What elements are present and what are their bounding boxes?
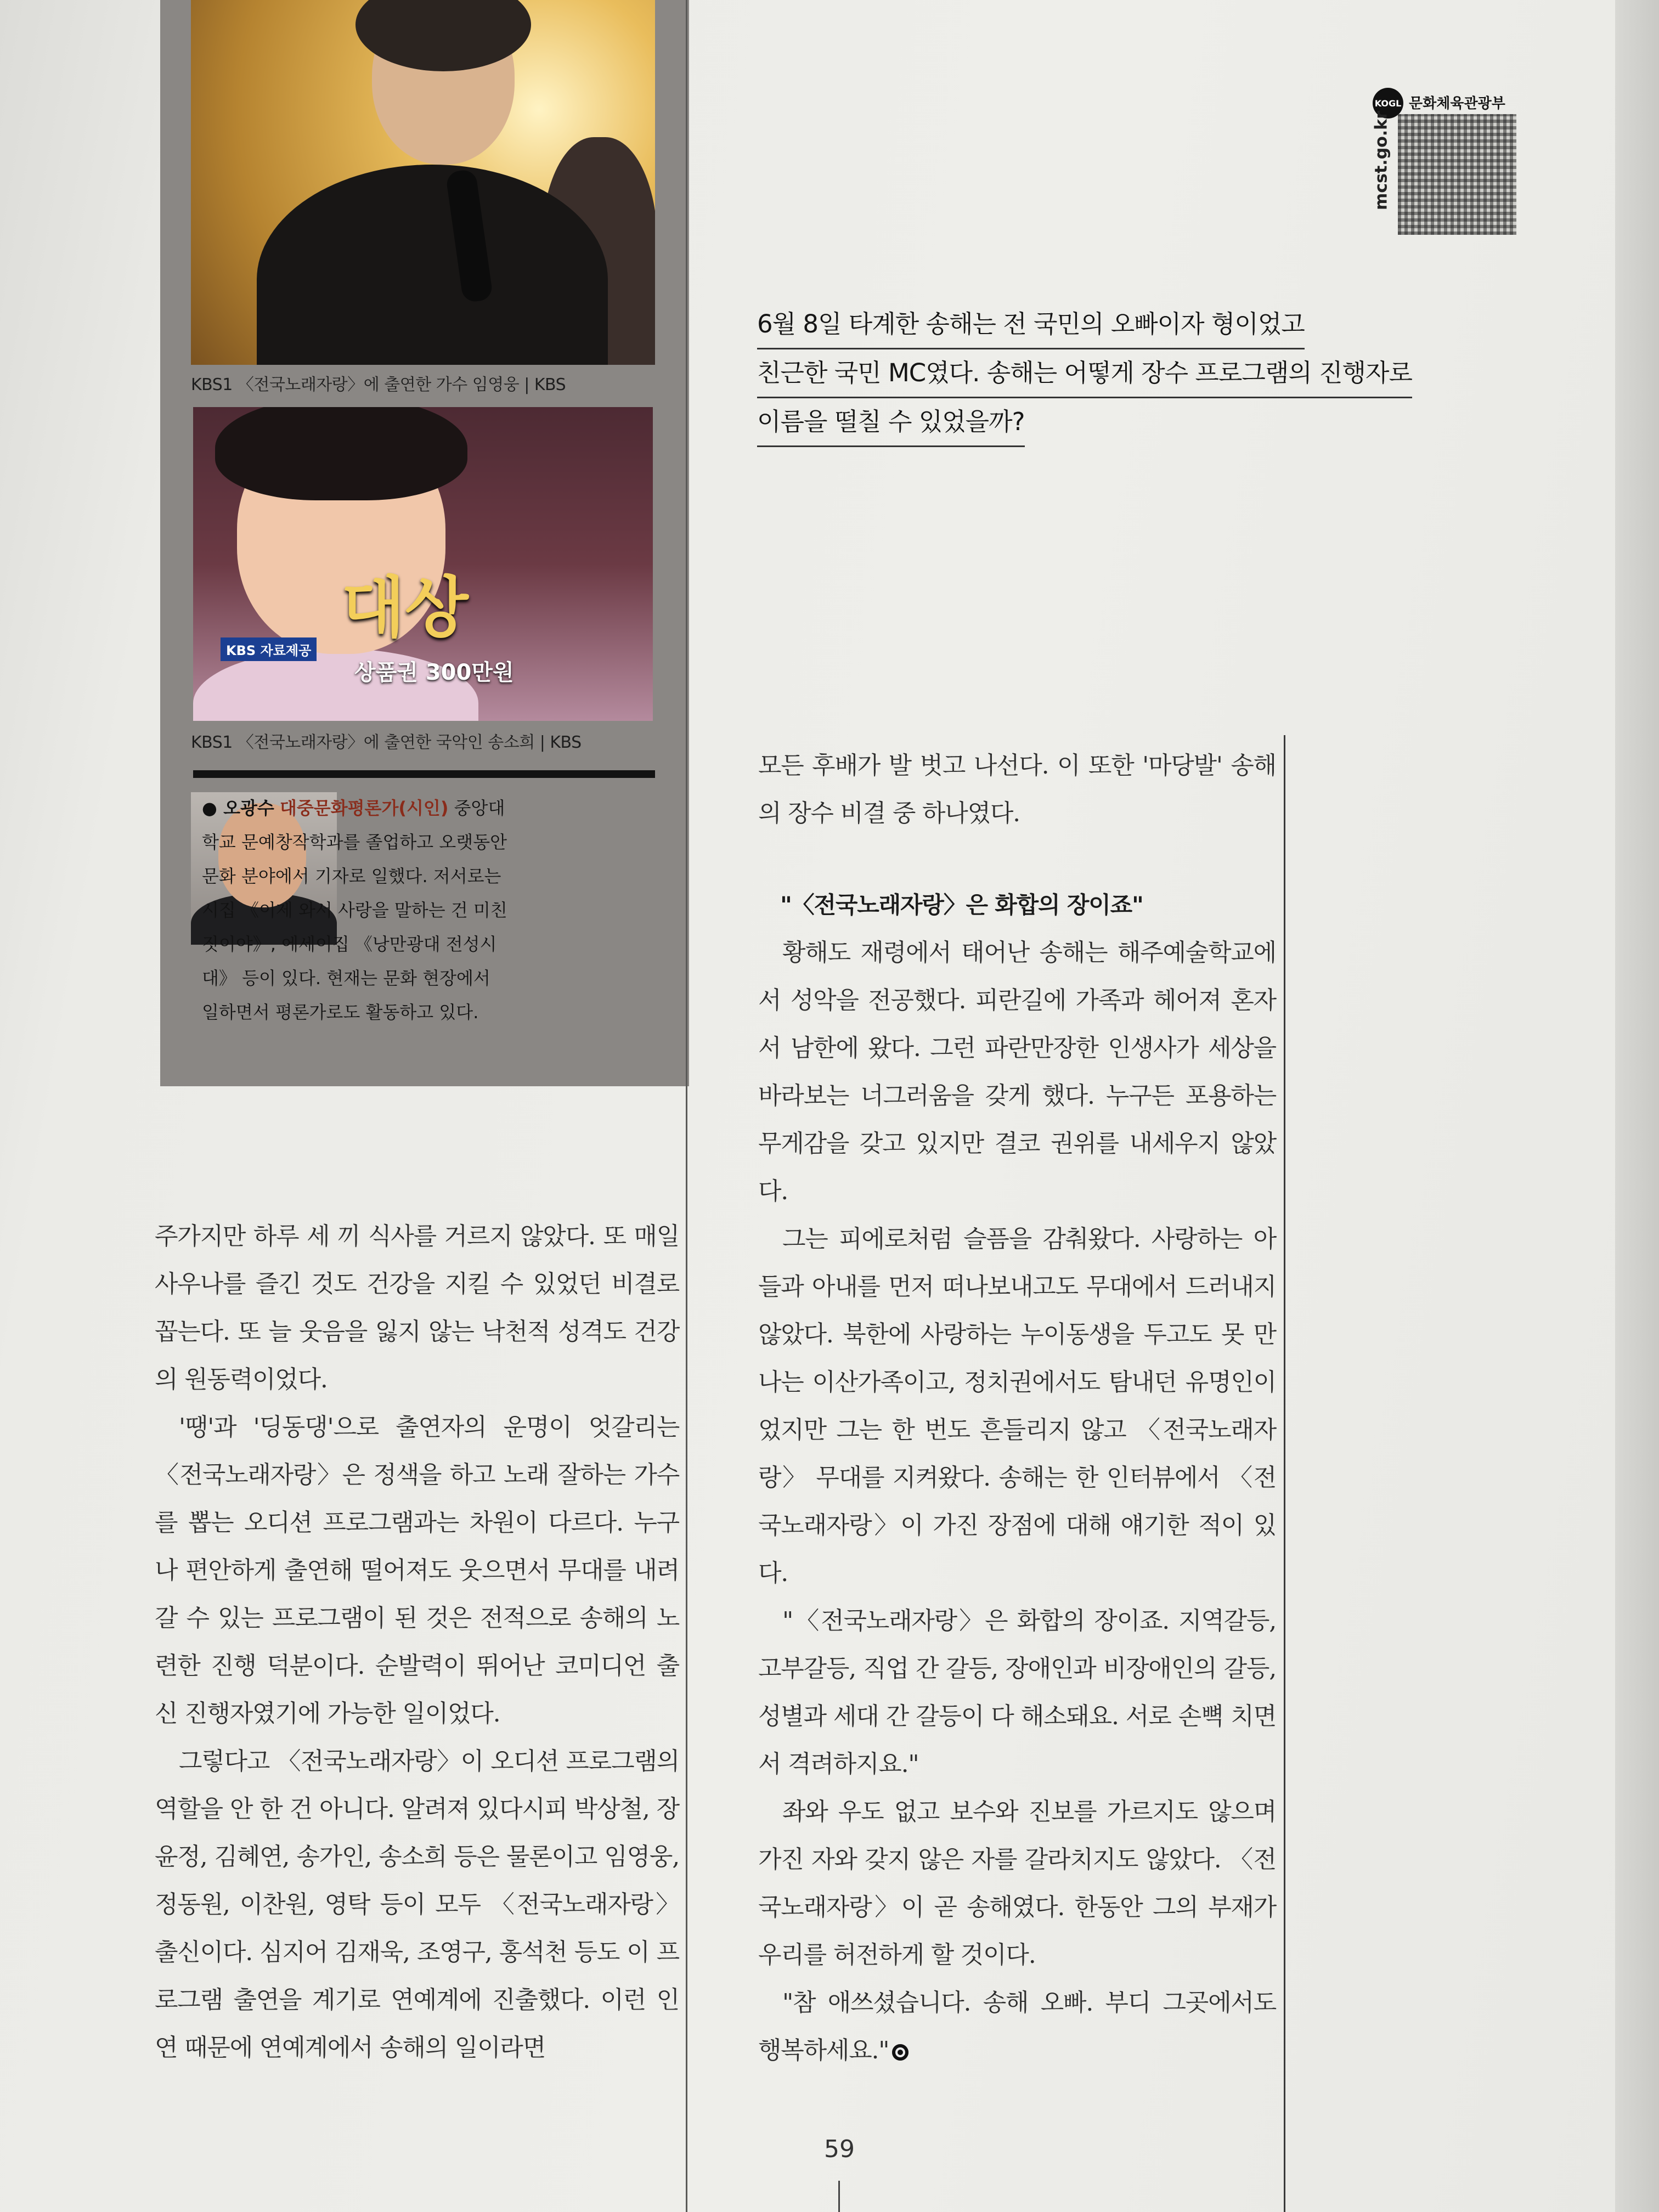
photo1-caption: KBS1 〈전국노래자랑〉에 출연한 가수 임영웅 | KBS [191,375,566,394]
qr-code-icon[interactable] [1398,114,1516,235]
paragraph: 주가지만 하루 세 끼 식사를 거르지 않았다. 또 매일 사우나를 즐긴 것도 건강을 지킬 수 있었던 비결로 꼽는다. 또 늘 웃음을 잃지 않는 낙천적 성격도 건강의 원동력이었다. [155,1222,679,1393]
end-mark-icon [892,2044,909,2061]
gutter-tick [838,2181,840,2212]
lead-line: 친근한 국민 MC였다. 송해는 어떻게 장수 프로그램의 진행자로 [757,349,1412,398]
page-number: 59 [824,2135,855,2163]
prize-overlay: 상품권 300만원 [354,660,514,685]
mcst-url-block [1370,88,1392,236]
section-subhead: "〈전국노래자랑〉은 화합의 장이죠" [780,891,1143,918]
page-edge [1615,0,1659,2212]
singer-photo [191,0,655,365]
mcst-url: mcst.go.kr [1372,111,1391,210]
closing-paragraph [758,1979,1276,2074]
paragraph: 황해도 재령에서 태어난 송해는 해주예술학교에서 성악을 전공했다. 피란길에 가족과 헤어져 혼자서 남한에 왔다. 그런 파란만장한 인생사가 세상을 바라보는 너그러움을 갖게 했다. 누구든 포용하는 무게감을 갖고 있지만 결코 권위를 내세우지 않았다. [758,939,1276,1205]
lead-line: 이름을 떨칠 수 있었을까? [757,398,1025,447]
paragraph: 좌와 우도 없고 보수와 진보를 가르지도 않으며 가진 자와 갖지 않은 자를 갈라치지도 않았다. 〈전국노래자랑〉이 곧 송해였다. 한동안 그의 부재가 우리를 허전하게 할 것이다. [758,1798,1276,1969]
award-overlay: 대상 [341,570,469,646]
paragraph: 그렇다고 〈전국노래자랑〉이 오디션 프로그램의 역할을 안 한 건 아니다. 알려져 있다시피 박상철, 장윤정, 김혜연, 송가인, 송소희 등은 물론이고 임영웅, 정동원, 이찬원, 영탁 등이 모두 〈전국노래자랑〉 출신이다. 심지어 김재욱, 조영구, 홍석천 등도 이 프로그램 출연을 계기로 연예계에 진출했다. 이런 인연 때문에 연예계에서 송해의 일이라면 [155,1747,679,2062]
divider [193,770,655,778]
paragraph: "〈전국노래자랑〉은 화합의 장이죠. 지역갈등, 고부갈등, 직업 간 갈등, 장애인과 비장애인의 갈등, 성별과 세대 간 갈등이 다 해소돼요. 서로 손뼉 치면서 격려하지요." [758,1607,1276,1778]
paragraph: 그는 피에로처럼 슬픔을 감춰왔다. 사랑하는 아들과 아내를 먼저 떠나보내고도 무대에서 드러내지 않았다. 북한에 사랑하는 누이동생을 두고도 못 만나는 이산가족이고, 정치권에서도 탐내던 유명인이었지만 그는 한 번도 흔들리지 않고 〈전국노래자랑〉 무대를 지켜왔다. 송해는 한 인터뷰에서 〈전국노래자랑〉이 가진 장점에 대해 얘기한 적이 있다. [758,1225,1276,1587]
author-bio: 중앙대학교 문예창작학과를 졸업하고 오랫동안 문화 분야에서 기자로 일했다. 저서로는 시집 《이제 와서 사랑을 말하는 건 미친 짓이야》, 에세이집 《낭만광대 전성시대》 등이 있다. 현재는 문화 현장에서 일하면서 평론가로도 활동하고 있다. [202,798,507,1023]
closing-quote: "참 애쓰셨습니다. 송해 오빠. 부디 그곳에서도 행복하세요." [758,1989,1276,2064]
photo2-caption: KBS1 〈전국노래자랑〉에 출연한 국악인 송소희 | KBS [191,733,582,752]
left-column [155,1212,679,2072]
column-rule [686,0,687,2212]
kogl-icon: KOGL [1373,88,1403,119]
paragraph: '땡'과 '딩동댕'으로 출연자의 운명이 엇갈리는 〈전국노래자랑〉은 정색을 하고 노래 잘하는 가수를 뽑는 오디션 프로그램과는 차원이 다르다. 누구나 편안하게 출연해 떨어져도 웃으면서 무대를 내려갈 수 있는 프로그램이 된 것은 전적으로 송해의 노련한 진행 덕분이다. 순발력이 뛰어난 코미디언 출신 진행자였기에 가능한 일이었다. [155,1413,679,1728]
performer-hair [215,407,467,500]
article-lead [757,301,1448,447]
ministry-label: 문화체육관광부 [1409,95,1505,112]
kbs-badge: KBS 자료제공 [221,637,317,661]
paragraph: 모든 후배가 발 벗고 나선다. 이 또한 '마당발' 송해의 장수 비결 중 하나였다. [758,752,1276,827]
column-rule [1284,735,1285,2212]
right-column [758,742,1276,2074]
author-name: ● 오광수 [202,798,274,819]
gugak-performer-photo [193,407,653,721]
author-role: 대중문화평론가(시인) [279,798,449,819]
lead-line: 6월 8일 타계한 송해는 전 국민의 오빠이자 형이었고 [757,301,1305,349]
author-bio-box [202,791,509,1029]
